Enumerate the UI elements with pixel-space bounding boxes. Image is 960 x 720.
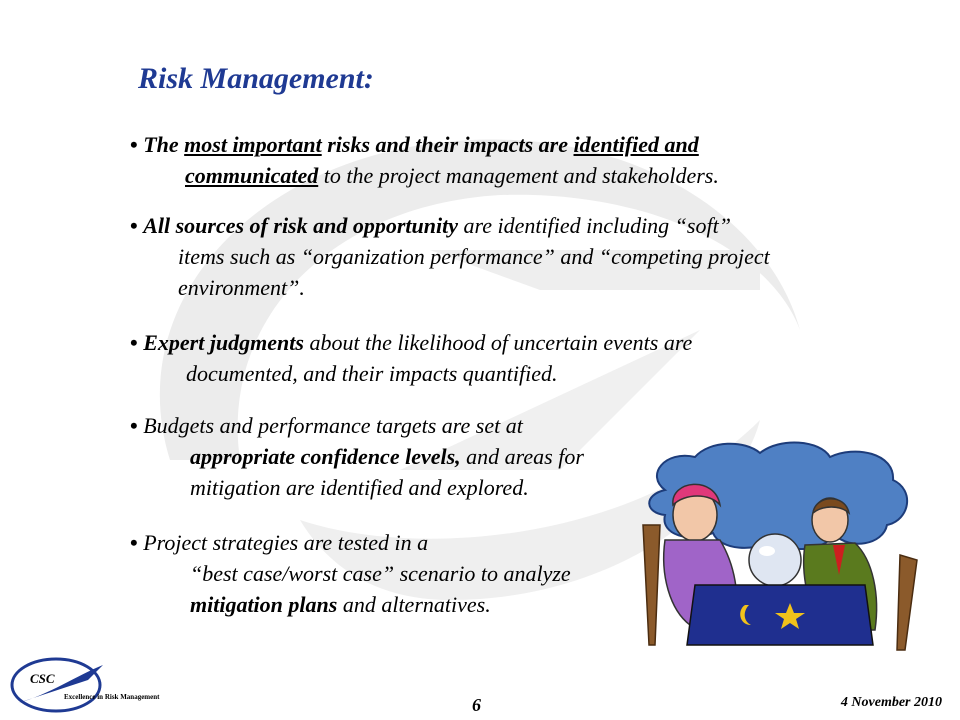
bullet-line — [130, 558, 571, 589]
bullet-text: Expert judgments — [143, 330, 304, 355]
bullet-text: documented, and their impacts quantified. — [186, 361, 558, 386]
bullet-text: most important — [184, 132, 322, 157]
bullet-text: mitigation plans — [190, 592, 338, 617]
bullet-line — [130, 160, 719, 191]
bullet-text: mitigation are identified and explored. — [190, 475, 529, 500]
fortune-teller-clipart — [625, 435, 925, 655]
bullet-text: are identified including “soft” — [457, 213, 731, 238]
bullet-item — [130, 327, 692, 389]
bullet-item — [130, 527, 571, 620]
logo-tagline: Excellence in Risk Management — [64, 693, 160, 701]
bullet-item — [130, 410, 584, 503]
page-number: 6 — [472, 695, 481, 715]
bullet-line — [130, 441, 584, 472]
bullet-text: All sources of risk and opportunity — [143, 213, 458, 238]
bullet-line — [130, 327, 692, 358]
bullet-item — [130, 129, 719, 191]
bullet-text: Budgets and performance targets are set at — [143, 413, 523, 438]
bullet-text: “best case/worst case” scenario to analyze — [190, 561, 571, 586]
bullet-line — [130, 129, 719, 160]
bullet-line — [130, 472, 584, 503]
bullet-text: and alternatives. — [337, 592, 491, 617]
bullet-line — [130, 241, 770, 272]
csc-logo — [8, 655, 208, 715]
logo-abbr: CSC — [30, 671, 55, 686]
bullet-line — [130, 358, 692, 389]
bullet-line — [130, 210, 770, 241]
footer-date: 4 November 2010 — [840, 695, 942, 710]
bullet-text: and areas for — [460, 444, 584, 469]
bullet-text: The — [143, 132, 185, 157]
bullet-text: appropriate confidence levels, — [190, 444, 461, 469]
bullet-text: communicated — [185, 163, 319, 188]
bullet-text: items such as “organization performance” and “competing project — [178, 244, 770, 269]
bullet-line — [130, 410, 584, 441]
bullet-text: Project strategies are tested in a — [143, 530, 429, 555]
bullet-text: risks and their impacts are — [321, 132, 574, 157]
bullet-line — [130, 527, 571, 558]
bullet-text: about the likelihood of uncertain events are — [303, 330, 693, 355]
bullet-marker: • — [130, 413, 144, 438]
bullet-marker: • — [130, 213, 144, 238]
bullet-text: to the project management and stakeholders. — [318, 163, 719, 188]
bullet-marker: • — [130, 330, 144, 355]
bullet-marker: • — [130, 530, 144, 555]
bullet-item — [130, 210, 770, 303]
bullet-text: identified and — [573, 132, 699, 157]
bullet-marker: • — [130, 132, 144, 157]
bullet-text: environment”. — [178, 275, 305, 300]
slide-title: Risk Management: — [138, 62, 374, 95]
bullet-line — [130, 589, 571, 620]
bullet-line — [130, 272, 770, 303]
